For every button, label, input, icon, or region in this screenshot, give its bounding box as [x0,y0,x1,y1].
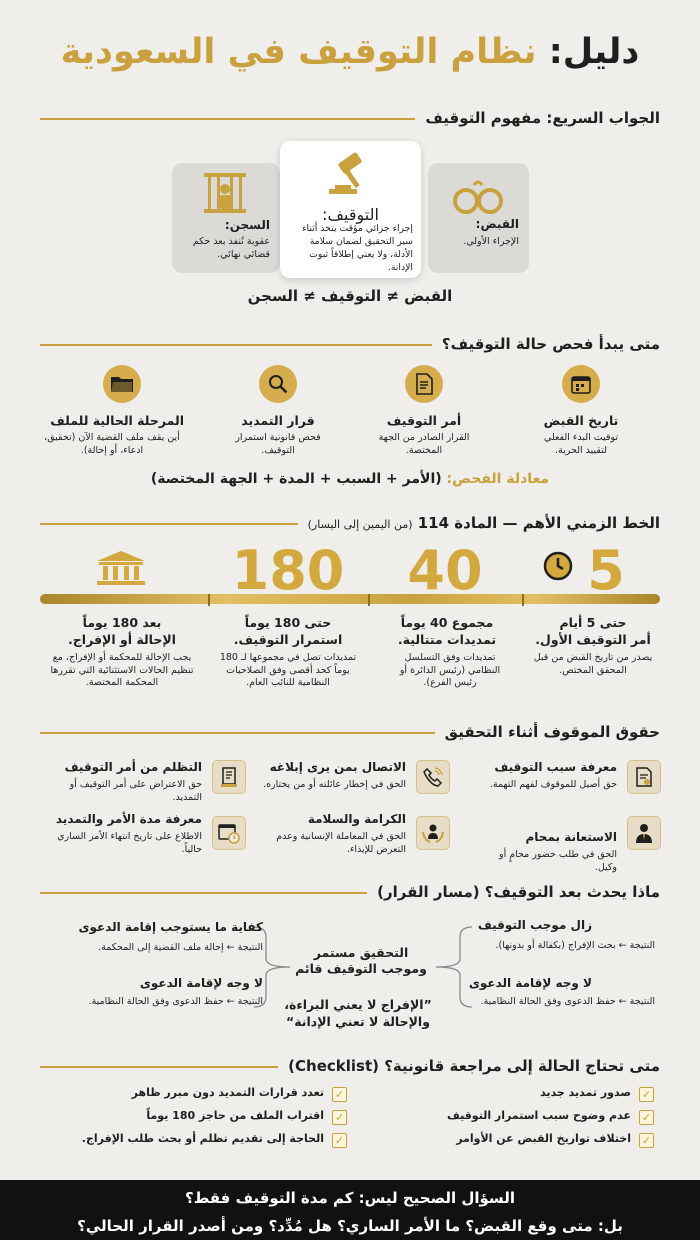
section-rights-header [40,718,660,746]
handcuffs-icon [450,175,506,219]
section-after-header [40,878,660,906]
phone-icon [416,760,450,794]
folder-icon [103,365,141,403]
section-timeline-header: الخط الزمني الأهم — المادة 114 (من اليمين إلى اليسار) [40,509,660,537]
section-checklist-header [40,1052,660,1080]
checkbox-icon: ✓ [639,1110,654,1125]
review-formula: معادلة الفحص: (الأمر + السبب + المدة + الجهة المختصة) [150,471,550,487]
timeline-divider [368,594,370,606]
document-check-icon [627,760,661,794]
checkbox-icon: ✓ [332,1133,347,1148]
person-hands-icon [416,816,450,850]
calendar-clock-icon [212,816,246,850]
section-concept-header [40,104,660,132]
checkbox-icon: ✓ [639,1133,654,1148]
page-title: دليل: نظام التوقيف في السعودية [60,32,640,72]
footer-banner: السؤال الصحيح ليس: كم مدة التوقيف فقط؟ بل: متى وقع القبض؟ ما الأمر الساري؟ هل مُدِّد؟ ومن أصدر القرار الحالي؟ [0,1180,700,1240]
section-title: ماذا يحدث بعد التوقيف؟ (مسار القرار) [367,878,660,906]
concept-equation: القبض ≠ التوقيف ≠ السجن [247,287,453,305]
section-title: متى يبدأ فحص حالة التوقيف؟ [432,330,660,358]
section-title: الجواب السريع: مفهوم التوقيف [415,104,660,132]
detention-card: التوقيف: إجراء جزائي مؤقت يتخذ أثناء سير التحقيق لضمان سلامة الأدلة، ولا يعني إطلاقاً ثبوت الإدانة. [280,141,421,278]
timeline-bar [40,594,660,604]
checkbox-icon: ✓ [332,1087,347,1102]
gavel-icon [325,151,377,199]
prison-bars-icon [202,171,248,215]
arrest-card: القبض: الإجراء الأولي. [428,163,529,273]
section-title: متى تحتاج الحالة إلى مراجعة قانونية؟ (Checklist) [278,1052,660,1080]
document-icon [405,365,443,403]
magnifier-icon [259,365,297,403]
brace-right [432,925,476,1009]
timeline-divider [208,594,210,606]
prison-card: السجن: عقوبة تُنفذ بعد حكم قضائي نهائي. [172,163,280,273]
checkbox-icon: ✓ [639,1087,654,1102]
courthouse-icon [95,549,147,587]
section-review-header [40,330,660,358]
section-title: حقوق الموقوف أثناء التحقيق [435,718,660,746]
timeline-divider [522,594,524,606]
scroll-icon [212,760,246,794]
lawyer-icon [627,816,661,850]
calendar-icon [562,365,600,403]
checkbox-icon: ✓ [332,1110,347,1125]
clock-icon [543,551,573,581]
